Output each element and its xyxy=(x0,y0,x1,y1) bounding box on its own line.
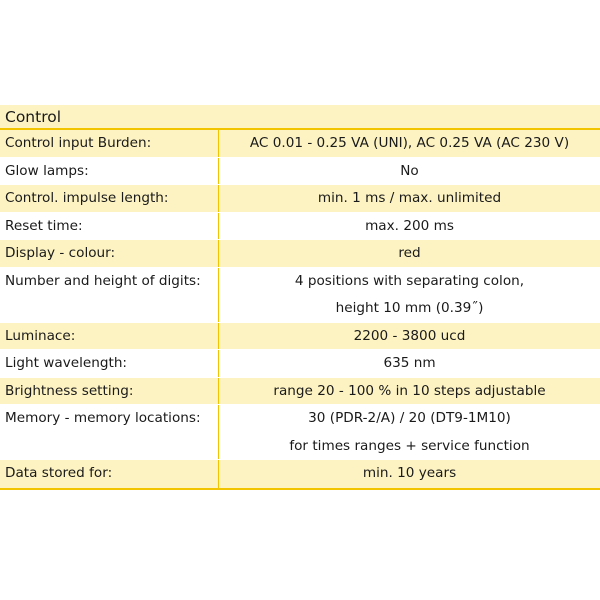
row-label: Brightness setting: xyxy=(0,378,219,405)
row-value-line: AC 0.01 - 0.25 VA (UNI), AC 0.25 VA (AC 230 V) xyxy=(249,135,570,151)
row-label: Display - colour: xyxy=(0,240,219,267)
table-row xyxy=(0,268,600,323)
row-value xyxy=(219,268,600,322)
row-value-line: min. 1 ms / max. unlimited xyxy=(317,190,502,206)
row-value-line: max. 200 ms xyxy=(365,217,454,234)
table-row xyxy=(0,378,600,406)
row-value xyxy=(219,158,600,185)
row-label: Reset time: xyxy=(0,213,219,240)
row-value-line: for times ranges + service function xyxy=(289,437,530,454)
section-title: Control xyxy=(5,107,62,126)
row-label: Control. impulse length: xyxy=(0,185,219,212)
row-value xyxy=(219,213,600,240)
row-value-line: 4 positions with separating colon, xyxy=(294,272,525,289)
row-value-line: 2200 - 3800 ucd xyxy=(353,327,466,344)
row-label: Memory - memory locations: xyxy=(0,405,219,459)
table-row xyxy=(0,323,600,351)
section-header xyxy=(0,105,600,130)
table-row xyxy=(0,213,600,241)
row-value xyxy=(219,240,600,267)
row-value-line: range 20 - 100 % in 10 steps adjustable xyxy=(273,382,546,399)
row-value-line: red xyxy=(398,245,421,261)
row-value-line: min. 10 years xyxy=(362,465,457,481)
row-value xyxy=(219,378,600,405)
spec-table xyxy=(0,105,600,490)
row-value-line: No xyxy=(400,162,419,179)
row-label: Number and height of digits: xyxy=(0,268,219,322)
table-row xyxy=(0,240,600,268)
row-value xyxy=(219,460,600,488)
row-value xyxy=(219,130,600,157)
table-row xyxy=(0,185,600,213)
row-value xyxy=(219,185,600,212)
table-row xyxy=(0,130,600,158)
row-label: Glow lamps: xyxy=(0,158,219,185)
table-row xyxy=(0,405,600,460)
table-row xyxy=(0,158,600,186)
table-row xyxy=(0,350,600,378)
row-value xyxy=(219,350,600,377)
row-label: Data stored for: xyxy=(0,460,219,488)
row-label: Control input Burden: xyxy=(0,130,219,157)
row-value xyxy=(219,323,600,350)
row-value-line: 30 (PDR-2/A) / 20 (DT9-1M10) xyxy=(308,410,511,426)
table-row xyxy=(0,460,600,488)
row-value-line: 635 nm xyxy=(383,355,436,371)
row-label: Light wavelength: xyxy=(0,350,219,377)
row-value xyxy=(219,405,600,459)
row-label: Luminace: xyxy=(0,323,219,350)
row-value-line: height 10 mm (0.39˝) xyxy=(335,300,484,316)
